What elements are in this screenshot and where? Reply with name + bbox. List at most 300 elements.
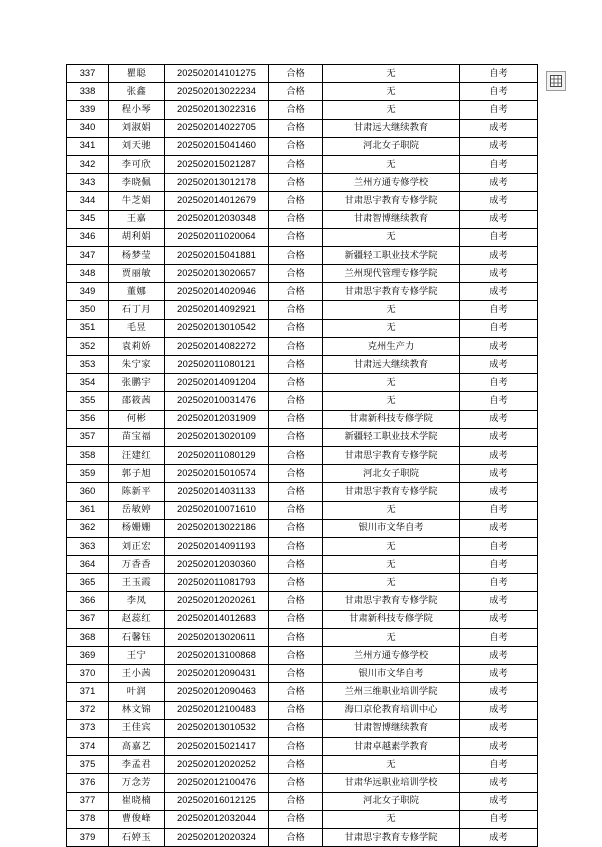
cell-exam-type: 成考 (460, 592, 538, 610)
cell-result: 合格 (269, 810, 323, 828)
cell-result: 合格 (269, 319, 323, 337)
cell-exam-type: 成考 (460, 701, 538, 719)
cell-seq: 360 (67, 483, 109, 501)
cell-result: 合格 (269, 301, 323, 319)
cell-exam-type: 成考 (460, 792, 538, 810)
cell-exam-id: 202502013022316 (165, 101, 269, 119)
table-row (67, 283, 538, 301)
cell-name: 董娜 (109, 283, 165, 301)
cell-result: 合格 (269, 174, 323, 192)
table-row (67, 647, 538, 665)
table-row (67, 265, 538, 283)
cell-name: 胡利娟 (109, 228, 165, 246)
cell-organization: 无 (323, 374, 460, 392)
cell-result: 合格 (269, 647, 323, 665)
cell-exam-type: 成考 (460, 610, 538, 628)
cell-exam-id: 202502013010542 (165, 319, 269, 337)
cell-exam-type: 成考 (460, 465, 538, 483)
cell-seq: 343 (67, 174, 109, 192)
cell-exam-id: 202502012090431 (165, 665, 269, 683)
table-row (67, 392, 538, 410)
cell-name: 陈新平 (109, 483, 165, 501)
cell-name: 杨姗姗 (109, 519, 165, 537)
table-row (67, 410, 538, 428)
cell-exam-id: 202502015041881 (165, 246, 269, 264)
cell-name: 赵蕊红 (109, 610, 165, 628)
table-row (67, 792, 538, 810)
table-row (67, 65, 538, 83)
table-row (67, 483, 538, 501)
table-row (67, 192, 538, 210)
cell-result: 合格 (269, 519, 323, 537)
cell-organization: 新疆轻工职业技术学院 (323, 246, 460, 264)
cell-exam-type: 成考 (460, 210, 538, 228)
cell-name: 李晓佩 (109, 174, 165, 192)
cell-exam-type: 成考 (460, 174, 538, 192)
cell-exam-type: 自考 (460, 756, 538, 774)
cell-exam-id: 202502012030348 (165, 210, 269, 228)
cell-exam-id: 202502012030360 (165, 556, 269, 574)
cell-exam-type: 成考 (460, 683, 538, 701)
cell-seq: 337 (67, 65, 109, 83)
table-row (67, 374, 538, 392)
cell-name: 李可欣 (109, 155, 165, 173)
cell-result: 合格 (269, 574, 323, 592)
table-row (67, 828, 538, 846)
cell-organization: 无 (323, 628, 460, 646)
cell-seq: 348 (67, 265, 109, 283)
cell-exam-type: 自考 (460, 101, 538, 119)
cell-organization: 无 (323, 101, 460, 119)
cell-exam-type: 成考 (460, 137, 538, 155)
cell-name: 李凤 (109, 592, 165, 610)
cell-exam-type: 成考 (460, 483, 538, 501)
cell-seq: 344 (67, 192, 109, 210)
table-row (67, 210, 538, 228)
cell-seq: 350 (67, 301, 109, 319)
cell-name: 杨梦莹 (109, 246, 165, 264)
cell-exam-type: 自考 (460, 83, 538, 101)
cell-exam-type: 自考 (460, 228, 538, 246)
cell-seq: 368 (67, 628, 109, 646)
cell-exam-id: 202502012020324 (165, 828, 269, 846)
cell-exam-type: 成考 (460, 356, 538, 374)
cell-organization: 河北女子职院 (323, 792, 460, 810)
cell-seq: 377 (67, 792, 109, 810)
cell-organization: 无 (323, 756, 460, 774)
cell-organization: 兰州现代管理专修学院 (323, 265, 460, 283)
cell-exam-id: 202502014020946 (165, 283, 269, 301)
cell-seq: 366 (67, 592, 109, 610)
table-row (67, 446, 538, 464)
table-row (67, 101, 538, 119)
cell-organization: 甘肃新科技专修学院 (323, 410, 460, 428)
cell-name: 程小琴 (109, 101, 165, 119)
cell-name: 石丁月 (109, 301, 165, 319)
cell-seq: 345 (67, 210, 109, 228)
cell-name: 岳敏婷 (109, 501, 165, 519)
cell-seq: 371 (67, 683, 109, 701)
cell-result: 合格 (269, 137, 323, 155)
cell-organization: 兰州方通专修学校 (323, 174, 460, 192)
cell-name: 刘正宏 (109, 537, 165, 555)
cell-organization: 河北女子职院 (323, 137, 460, 155)
table-row (67, 774, 538, 792)
cell-exam-id: 202502014022705 (165, 119, 269, 137)
cell-exam-id: 202502012090463 (165, 683, 269, 701)
cell-exam-id: 202502013020109 (165, 428, 269, 446)
table-row (67, 665, 538, 683)
cell-exam-id: 202502011081793 (165, 574, 269, 592)
table-row (67, 428, 538, 446)
cell-result: 合格 (269, 610, 323, 628)
cell-result: 合格 (269, 428, 323, 446)
cell-exam-id: 202502013100868 (165, 647, 269, 665)
cell-organization: 无 (323, 556, 460, 574)
cell-result: 合格 (269, 283, 323, 301)
roster-table-container (66, 64, 537, 847)
roster-table-body (67, 65, 538, 847)
cell-exam-id: 202502013020611 (165, 628, 269, 646)
cell-organization: 甘肃智博继续教育 (323, 210, 460, 228)
cell-name: 刘淑娟 (109, 119, 165, 137)
cell-seq: 376 (67, 774, 109, 792)
cell-organization: 无 (323, 155, 460, 173)
cell-exam-type: 成考 (460, 828, 538, 846)
table-row (67, 119, 538, 137)
cell-result: 合格 (269, 465, 323, 483)
cell-result: 合格 (269, 501, 323, 519)
cell-exam-type: 成考 (460, 774, 538, 792)
cell-seq: 379 (67, 828, 109, 846)
cell-name: 朱宁家 (109, 356, 165, 374)
cell-name: 邵筱茜 (109, 392, 165, 410)
cell-result: 合格 (269, 483, 323, 501)
cell-exam-type: 成考 (460, 719, 538, 737)
cell-exam-id: 202502010031476 (165, 392, 269, 410)
cell-result: 合格 (269, 701, 323, 719)
cell-name: 王玉霞 (109, 574, 165, 592)
cell-name: 牛芝娟 (109, 192, 165, 210)
table-row (67, 301, 538, 319)
cell-result: 合格 (269, 592, 323, 610)
table-row (67, 610, 538, 628)
cell-name: 万念芳 (109, 774, 165, 792)
cell-seq: 339 (67, 101, 109, 119)
cell-name: 郭子旭 (109, 465, 165, 483)
cell-exam-id: 202502012032044 (165, 810, 269, 828)
cell-seq: 341 (67, 137, 109, 155)
cell-seq: 373 (67, 719, 109, 737)
table-row (67, 556, 538, 574)
cell-result: 合格 (269, 192, 323, 210)
table-row (67, 228, 538, 246)
cell-exam-type: 成考 (460, 428, 538, 446)
cell-exam-type: 自考 (460, 810, 538, 828)
table-row (67, 701, 538, 719)
cell-name: 高嘉艺 (109, 737, 165, 755)
cell-result: 合格 (269, 265, 323, 283)
cell-seq: 375 (67, 756, 109, 774)
cell-organization: 甘肃华远职业培训学校 (323, 774, 460, 792)
cell-exam-type: 自考 (460, 392, 538, 410)
cell-organization: 无 (323, 537, 460, 555)
cell-exam-id: 202502014092921 (165, 301, 269, 319)
cell-result: 合格 (269, 83, 323, 101)
cell-exam-id: 202502015021287 (165, 155, 269, 173)
cell-exam-type: 自考 (460, 155, 538, 173)
cell-exam-id: 202502015041460 (165, 137, 269, 155)
cell-seq: 340 (67, 119, 109, 137)
cell-exam-type: 成考 (460, 337, 538, 355)
cell-exam-id: 202502014091193 (165, 537, 269, 555)
cell-exam-type: 成考 (460, 647, 538, 665)
cell-organization: 甘肃思宇教育专修学院 (323, 828, 460, 846)
cell-result: 合格 (269, 392, 323, 410)
cell-organization: 无 (323, 83, 460, 101)
cell-exam-id: 202502012100483 (165, 701, 269, 719)
cell-result: 合格 (269, 719, 323, 737)
table-row (67, 719, 538, 737)
cell-result: 合格 (269, 828, 323, 846)
cell-organization: 无 (323, 574, 460, 592)
cell-name: 张鑫 (109, 83, 165, 101)
cell-result: 合格 (269, 119, 323, 137)
cell-seq: 363 (67, 537, 109, 555)
cell-exam-id: 202502012100476 (165, 774, 269, 792)
cell-exam-id: 202502014031133 (165, 483, 269, 501)
cell-exam-id: 202502015010574 (165, 465, 269, 483)
cell-exam-type: 成考 (460, 665, 538, 683)
cell-exam-type: 成考 (460, 446, 538, 464)
cell-seq: 367 (67, 610, 109, 628)
cell-exam-id: 202502016012125 (165, 792, 269, 810)
cell-name: 毛昱 (109, 319, 165, 337)
grid-icon[interactable] (546, 71, 566, 91)
cell-seq: 364 (67, 556, 109, 574)
cell-exam-type: 自考 (460, 501, 538, 519)
cell-result: 合格 (269, 210, 323, 228)
cell-seq: 349 (67, 283, 109, 301)
cell-seq: 352 (67, 337, 109, 355)
cell-seq: 356 (67, 410, 109, 428)
cell-result: 合格 (269, 628, 323, 646)
cell-organization: 甘肃智博继续教育 (323, 719, 460, 737)
cell-result: 合格 (269, 410, 323, 428)
cell-exam-id: 202502012031909 (165, 410, 269, 428)
cell-name: 林文锦 (109, 701, 165, 719)
cell-seq: 359 (67, 465, 109, 483)
table-row (67, 574, 538, 592)
cell-name: 汪建红 (109, 446, 165, 464)
table-row (67, 756, 538, 774)
cell-organization: 兰州方通专修学校 (323, 647, 460, 665)
cell-organization: 无 (323, 65, 460, 83)
cell-exam-type: 成考 (460, 246, 538, 264)
cell-exam-id: 202502010071610 (165, 501, 269, 519)
cell-seq: 369 (67, 647, 109, 665)
cell-organization: 无 (323, 319, 460, 337)
cell-result: 合格 (269, 665, 323, 683)
cell-exam-type: 成考 (460, 265, 538, 283)
cell-name: 叶润 (109, 683, 165, 701)
cell-exam-id: 202502014101275 (165, 65, 269, 83)
cell-result: 合格 (269, 337, 323, 355)
table-row (67, 810, 538, 828)
table-row (67, 737, 538, 755)
cell-name: 张鹏宇 (109, 374, 165, 392)
cell-exam-id: 202502014082272 (165, 337, 269, 355)
cell-exam-id: 202502013010532 (165, 719, 269, 737)
cell-seq: 357 (67, 428, 109, 446)
cell-result: 合格 (269, 792, 323, 810)
cell-seq: 351 (67, 319, 109, 337)
cell-exam-type: 自考 (460, 65, 538, 83)
cell-result: 合格 (269, 537, 323, 555)
cell-organization: 无 (323, 301, 460, 319)
cell-name: 李孟君 (109, 756, 165, 774)
cell-result: 合格 (269, 556, 323, 574)
cell-exam-id: 202502012020252 (165, 756, 269, 774)
cell-organization: 海口京伦教育培训中心 (323, 701, 460, 719)
cell-seq: 365 (67, 574, 109, 592)
cell-organization: 甘肃思宇教育专修学院 (323, 592, 460, 610)
table-row (67, 337, 538, 355)
cell-seq: 370 (67, 665, 109, 683)
cell-exam-id: 202502014012679 (165, 192, 269, 210)
cell-organization: 甘肃远大继续教育 (323, 119, 460, 137)
cell-name: 何彬 (109, 410, 165, 428)
cell-result: 合格 (269, 374, 323, 392)
cell-result: 合格 (269, 737, 323, 755)
cell-exam-id: 202502014012683 (165, 610, 269, 628)
cell-name: 苗宝福 (109, 428, 165, 446)
cell-exam-type: 成考 (460, 119, 538, 137)
cell-name: 刘天驰 (109, 137, 165, 155)
cell-result: 合格 (269, 683, 323, 701)
cell-name: 王宁 (109, 647, 165, 665)
cell-result: 合格 (269, 774, 323, 792)
cell-exam-type: 成考 (460, 519, 538, 537)
cell-result: 合格 (269, 155, 323, 173)
table-row (67, 592, 538, 610)
table-row (67, 319, 538, 337)
cell-exam-type: 自考 (460, 628, 538, 646)
cell-name: 石馨钰 (109, 628, 165, 646)
cell-seq: 342 (67, 155, 109, 173)
cell-seq: 353 (67, 356, 109, 374)
cell-name: 石婷玉 (109, 828, 165, 846)
cell-seq: 358 (67, 446, 109, 464)
cell-exam-id: 202502011020064 (165, 228, 269, 246)
cell-name: 王嘉 (109, 210, 165, 228)
cell-organization: 无 (323, 392, 460, 410)
cell-organization: 甘肃远大继续教育 (323, 356, 460, 374)
cell-exam-type: 自考 (460, 301, 538, 319)
table-row (67, 683, 538, 701)
cell-organization: 河北女子职院 (323, 465, 460, 483)
cell-name: 崔晓楠 (109, 792, 165, 810)
cell-name: 王佳宾 (109, 719, 165, 737)
cell-seq: 378 (67, 810, 109, 828)
cell-seq: 354 (67, 374, 109, 392)
cell-organization: 新疆轻工职业技术学院 (323, 428, 460, 446)
cell-organization: 甘肃思宇教育专修学院 (323, 192, 460, 210)
cell-organization: 甘肃卓越素学教育 (323, 737, 460, 755)
cell-exam-id: 202502012020261 (165, 592, 269, 610)
cell-result: 合格 (269, 228, 323, 246)
cell-exam-type: 成考 (460, 192, 538, 210)
table-row (67, 83, 538, 101)
cell-exam-id: 202502013020657 (165, 265, 269, 283)
cell-organization: 甘肃思宇教育专修学院 (323, 283, 460, 301)
cell-seq: 362 (67, 519, 109, 537)
cell-name: 曹俊峰 (109, 810, 165, 828)
cell-exam-type: 成考 (460, 737, 538, 755)
table-row (67, 519, 538, 537)
cell-result: 合格 (269, 101, 323, 119)
cell-seq: 347 (67, 246, 109, 264)
cell-seq: 346 (67, 228, 109, 246)
cell-result: 合格 (269, 65, 323, 83)
cell-organization: 克州生产力 (323, 337, 460, 355)
cell-seq: 372 (67, 701, 109, 719)
cell-exam-id: 202502013022186 (165, 519, 269, 537)
cell-organization: 无 (323, 501, 460, 519)
cell-organization: 甘肃思宇教育专修学院 (323, 446, 460, 464)
cell-exam-type: 自考 (460, 574, 538, 592)
cell-exam-type: 成考 (460, 283, 538, 301)
cell-organization: 银川市文华自考 (323, 519, 460, 537)
cell-exam-type: 自考 (460, 374, 538, 392)
cell-seq: 374 (67, 737, 109, 755)
cell-exam-id: 202502014091204 (165, 374, 269, 392)
cell-name: 瞿聪 (109, 65, 165, 83)
cell-name: 万香香 (109, 556, 165, 574)
cell-exam-id: 202502011080129 (165, 446, 269, 464)
table-row (67, 137, 538, 155)
table-row (67, 356, 538, 374)
cell-organization: 无 (323, 810, 460, 828)
cell-exam-type: 自考 (460, 537, 538, 555)
cell-organization: 无 (323, 228, 460, 246)
cell-result: 合格 (269, 356, 323, 374)
cell-organization: 银川市文华自考 (323, 665, 460, 683)
cell-exam-id: 202502013012178 (165, 174, 269, 192)
cell-name: 王小茜 (109, 665, 165, 683)
roster-table (66, 64, 538, 847)
cell-organization: 甘肃新科技专修学院 (323, 610, 460, 628)
cell-exam-id: 202502011080121 (165, 356, 269, 374)
table-row (67, 246, 538, 264)
table-row (67, 465, 538, 483)
table-row (67, 628, 538, 646)
cell-organization: 甘肃思宇教育专修学院 (323, 483, 460, 501)
cell-seq: 355 (67, 392, 109, 410)
cell-result: 合格 (269, 246, 323, 264)
cell-exam-id: 202502013022234 (165, 83, 269, 101)
cell-name: 贾丽敏 (109, 265, 165, 283)
cell-name: 袁莉娇 (109, 337, 165, 355)
table-row (67, 155, 538, 173)
cell-result: 合格 (269, 756, 323, 774)
cell-exam-type: 成考 (460, 410, 538, 428)
cell-seq: 338 (67, 83, 109, 101)
cell-exam-type: 自考 (460, 556, 538, 574)
table-row (67, 501, 538, 519)
cell-exam-type: 自考 (460, 319, 538, 337)
cell-exam-id: 202502015021417 (165, 737, 269, 755)
